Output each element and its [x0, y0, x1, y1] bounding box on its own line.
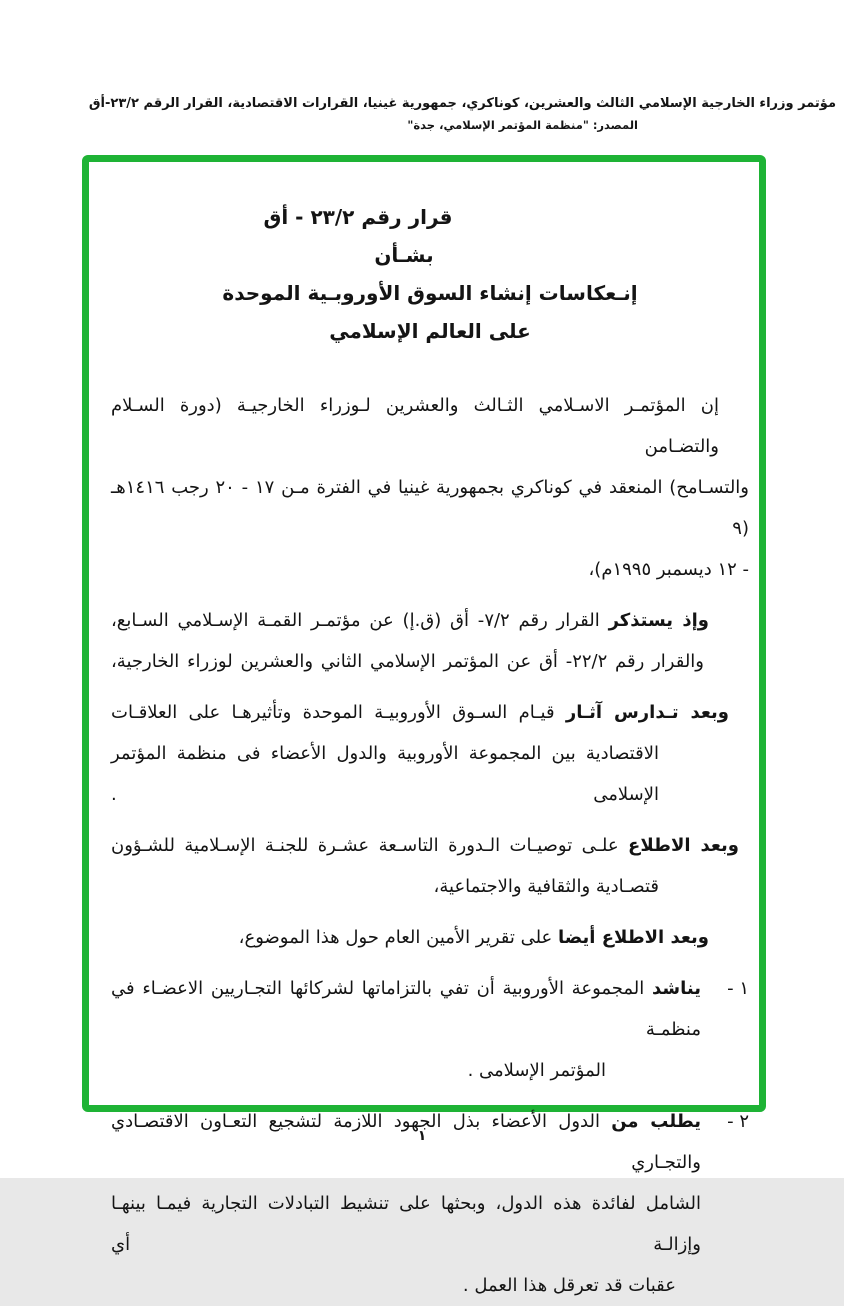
p2-line2: والقرار رقم ٢٢/٢- أق عن المؤتمر الإسلامي الثاني والعشرين لوزراء الخارجية،	[111, 651, 704, 672]
resolution-subject-line1: إنـعكاسات إنشاء السوق الأوروبـية الموحدة	[222, 281, 638, 305]
item-2-rest: الدول الأعضاء بذل الجهود اللازمة لتشجيع التعـاون الاقتصـادي والتجـاري	[111, 1111, 701, 1173]
paragraph-preamble	[111, 385, 749, 590]
p4-line2: قتصـادية والثقافية والاجتماعية،	[433, 876, 659, 897]
p2-line1	[111, 600, 749, 641]
item-1-body	[111, 968, 701, 1091]
resolution-subject-word: بشـأن	[374, 243, 434, 267]
paragraph-examining	[111, 692, 749, 815]
item-1-lead: يناشد	[652, 978, 701, 999]
p1-line2: والتسـامح) المنعقد في كوناكري بجمهورية غينيا في الفترة مـن ١٧ - ٢٠ رجب ١٤١٦هـ (٩	[111, 477, 749, 539]
p3-line2: الاقتصادية بين المجموعة الأوروبية والدول الأعضاء فى منظمة المؤتمر الإسلامى .	[111, 743, 659, 805]
resolution-number-title: قرار رقم ٢٣/٢ - أق	[263, 205, 453, 229]
page-number: ١	[417, 1128, 427, 1144]
p5-line1	[111, 917, 749, 958]
resolution-subject-line2: على العالم الإسلامي	[329, 319, 531, 343]
p3-rest: قيـام السـوق الأوروبيـة الموحدة وتأثيرهـا على العلاقـات	[111, 702, 555, 723]
p4-rest: علـى توصيـات الـدورة التاسـعة عشـرة للجنـة الإسـلامية للشـؤون	[111, 835, 619, 856]
p1-line3: - ١٢ ديسمبر ١٩٩٥م)،	[588, 559, 749, 580]
item-2-line3: عقبات قد تعرقل هذا العمل .	[462, 1275, 676, 1296]
highlight-border	[82, 155, 766, 1296]
p1-line1: إن المؤتمـر الاسـلامي الثـالث والعشرين لـوزراء الخارجيـة (دورة السـلام والتضـامن	[111, 395, 719, 457]
doc-header-line1: مؤتمر وزراء الخارجية الإسلامي الثالث والعشرين، كوناكري، جمهورية غينيا، القرارات الاقتصادية، القرار الرقم ٢٣/٢-أق	[88, 96, 836, 111]
p3-lead: وبعد تـدارس آثـار	[565, 702, 730, 723]
resolution-title-block	[111, 198, 749, 350]
item-2-line2: الشامل لفائدة هذه الدول، وبحثها على تنشيط التبادلات التجارية فيمـا بينهـا وإزالـة أي	[111, 1193, 701, 1255]
doc-header-source-line: المصدر: "منظمة المؤتمر الإسلامي، جدة"	[407, 118, 638, 132]
paragraph-sg-report	[111, 917, 749, 958]
item-2-lead: يطلب من	[611, 1111, 701, 1132]
paragraph-recalling	[111, 600, 749, 682]
p5-rest: على تقرير الأمين العام حول هذا الموضوع،	[238, 927, 553, 948]
p3-line1	[111, 692, 749, 733]
p2-rest: القرار رقم ٧/٢- أق (ق.إ) عن مؤتمـر القمـة الإسـلامي السـابع،	[111, 610, 600, 631]
p2-lead: وإذ يستذكر	[608, 610, 709, 631]
p4-lead: وبعد الاطلاع	[628, 835, 739, 856]
item-1-rest: المجموعة الأوروبية أن تفي بالتزاماتها لشركائها التجـاريين الاعضـاء في منظمـة	[111, 978, 701, 1040]
item-1-line1	[111, 968, 701, 1050]
resolution-item-1	[111, 968, 749, 1091]
item-1-line2: المؤتمر الإسلامى .	[467, 1060, 606, 1081]
doc-header	[0, 96, 836, 132]
document-body	[89, 162, 759, 1296]
item-1-number: ١ -	[727, 978, 749, 999]
p5-lead: وبعد الاطلاع أيضا	[558, 927, 709, 948]
paragraph-recommendations	[111, 825, 749, 907]
p4-line1	[111, 825, 749, 866]
item-2-number: ٢ -	[727, 1111, 749, 1132]
